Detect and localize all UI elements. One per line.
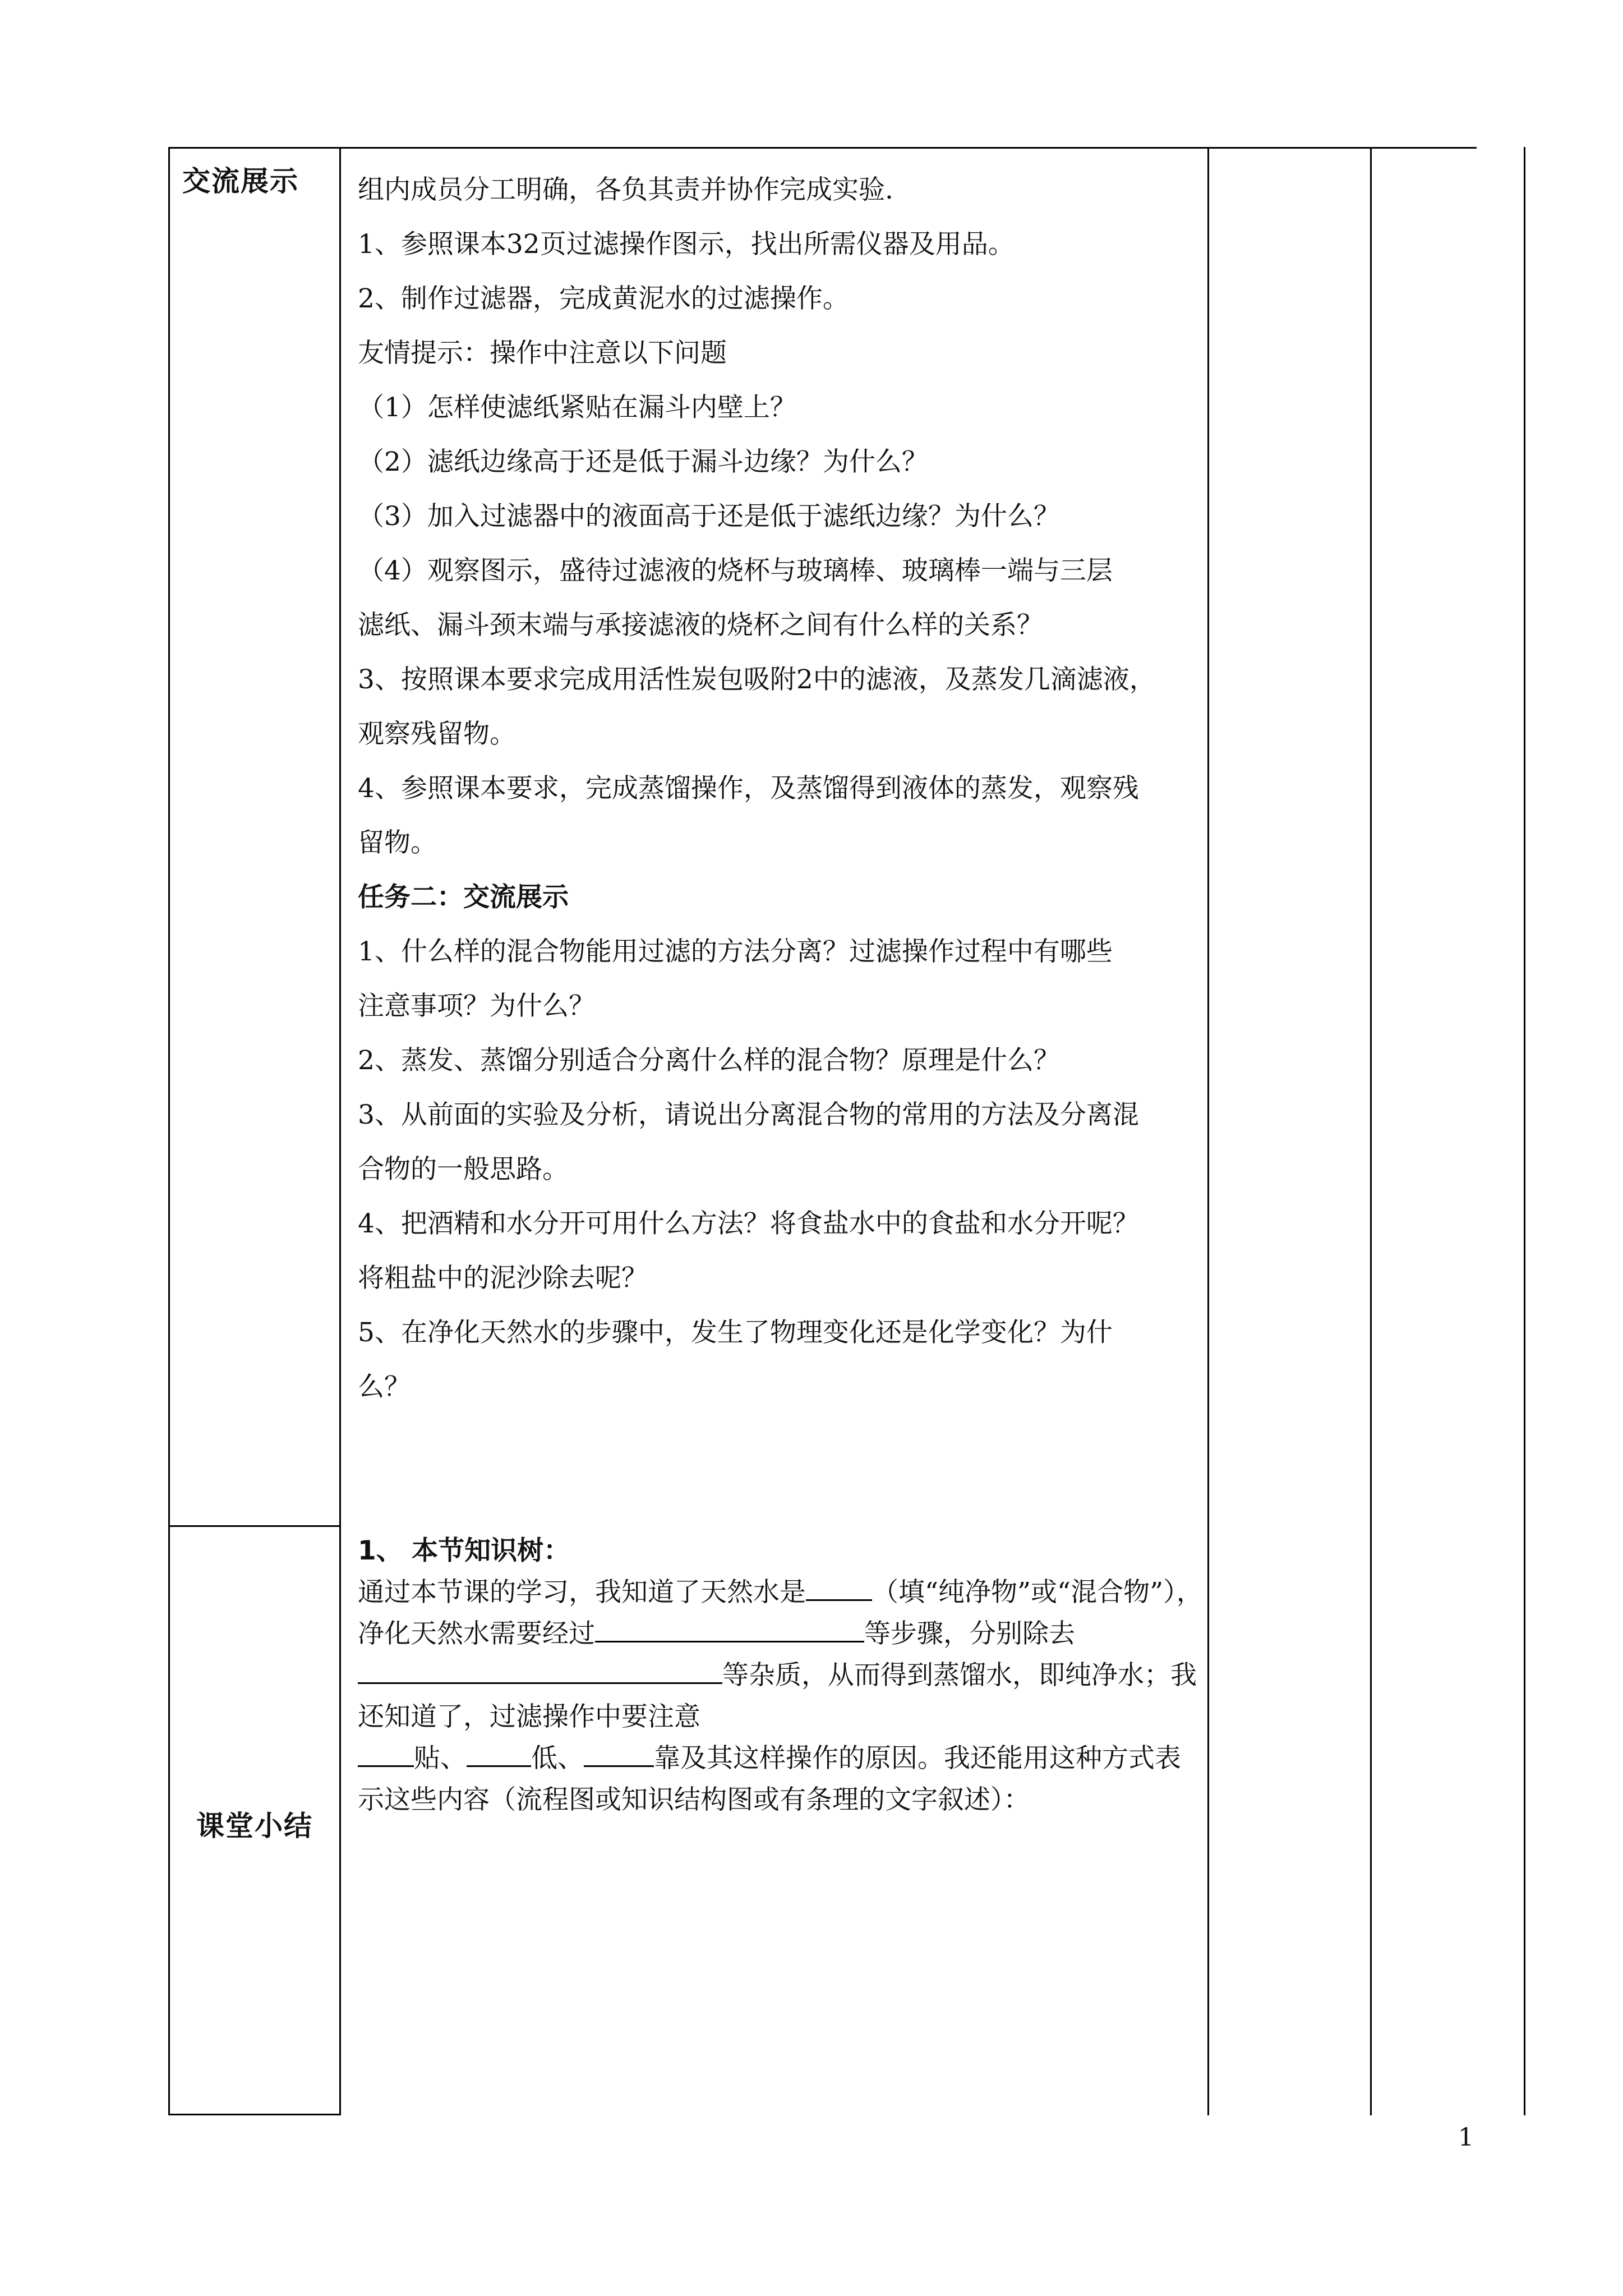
summary-text: 通过本节课的学习，我知道了天然水是 (358, 1577, 806, 1608)
text-line: 么？ (358, 1372, 411, 1402)
content-column-divider (1207, 147, 1209, 2115)
text-line: 观察残留物。 (358, 719, 516, 749)
text-line: 1、什么样的混合物能用过滤的方法分离？过滤操作过程中有哪些 (358, 936, 1113, 967)
table-top-border (168, 147, 1477, 149)
section-label-exchange: 交流展示 (182, 165, 299, 197)
summary-text: 等步骤，分别除去 (864, 1618, 1075, 1649)
text-line: 4、把酒精和水分开可用什么方法？将食盐水中的食盐和水分开呢？ (358, 1208, 1139, 1239)
table-right-border (1524, 147, 1525, 2115)
text-line: 2、蒸发、蒸馏分别适合分离什么样的混合物？原理是什么？ (358, 1045, 1060, 1076)
text-line: 5、在净化天然水的步骤中，发生了物理变化还是化学变化？为什 (358, 1317, 1113, 1348)
text-line: 合物的一般思路。 (358, 1154, 569, 1185)
summary-heading: 1、 本节知识树： (358, 1535, 570, 1566)
text-line: 将粗盐中的泥沙除去呢？ (358, 1263, 648, 1294)
summary-text: 低、 (531, 1743, 584, 1774)
fill-blank[interactable] (595, 1616, 864, 1642)
summary-content (358, 1530, 1205, 1821)
section-divider (168, 1525, 341, 1527)
fill-blank[interactable] (358, 1741, 414, 1767)
text-line: 2、制作过滤器，完成黄泥水的过滤操作。 (358, 283, 849, 314)
summary-paragraph (358, 1572, 1205, 1821)
text-line: （4）观察图示，盛待过滤液的烧杯与玻璃棒、玻璃棒一端与三层 (358, 555, 1113, 586)
label-column-divider (339, 147, 341, 2115)
summary-text: 贴、 (414, 1743, 467, 1774)
text-line: 留物。 (358, 827, 437, 858)
text-line: 1、参照课本32页过滤操作图示，找出所需仪器及用品。 (358, 229, 1015, 260)
fill-blank[interactable] (584, 1741, 654, 1767)
text-line: 3、按照课本要求完成用活性炭包吸附2中的滤液，及蒸发几滴滤液， (358, 664, 1156, 695)
text-line: （3）加入过滤器中的液面高于还是低于滤纸边缘？为什么？ (358, 501, 1060, 532)
summary-text: 靠及其这样操作的原因。我还能用这种方式表示这些内容（流程图或知识结构图或有条理的文字叙述）： (358, 1743, 1181, 1815)
exchange-content (358, 163, 1205, 1414)
text-line: 组内成员分工明确，各负其责并协作完成实验. (358, 174, 893, 205)
fill-blank[interactable] (806, 1575, 872, 1601)
task-title: 任务二：交流展示 (358, 882, 569, 913)
column-divider-3 (1370, 147, 1372, 2115)
text-line: （2）滤纸边缘高于还是低于漏斗边缘？为什么？ (358, 447, 928, 477)
text-line: 滤纸、漏斗颈末端与承接滤液的烧杯之间有什么样的关系？ (358, 610, 1043, 641)
section-label-summary: 课堂小结 (196, 1810, 313, 1842)
fill-blank[interactable] (467, 1741, 531, 1767)
table-left-border (168, 147, 170, 2115)
text-line: 友情提示：操作中注意以下问题 (358, 338, 727, 369)
page-number: 1 (1458, 2123, 1474, 2152)
text-line: 注意事项？为什么？ (358, 991, 595, 1022)
table-bottom-border (168, 2114, 341, 2115)
text-line: 3、从前面的实验及分析，请说出分离混合物的常用的方法及分离混 (358, 1099, 1139, 1130)
summary-text: （填“纯净物”或“混合物”），净化天然水需要经过 (358, 1577, 1203, 1649)
text-line: 4、参照课本要求，完成蒸馏操作，及蒸馏得到液体的蒸发，观察残 (358, 773, 1139, 804)
fill-blank[interactable] (358, 1658, 722, 1684)
summary-text: 等杂质，从而得到蒸馏水，即纯净水；我还知道了，过滤操作中要注意 (358, 1660, 1197, 1732)
text-line: （1）怎样使滤纸紧贴在漏斗内壁上？ (358, 392, 796, 423)
